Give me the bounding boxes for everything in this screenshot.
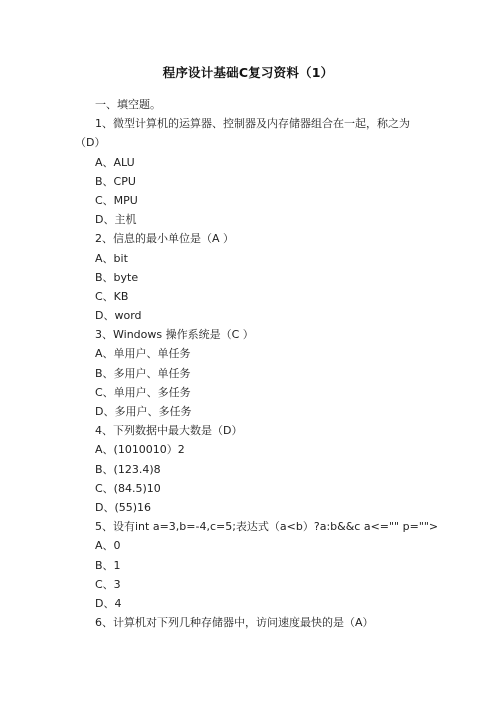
text-line: B、CPU [95, 174, 136, 188]
text-line: 1、微型计算机的运算器、控制器及内存储器组合在一起，称之为 [95, 117, 410, 131]
text-line: C、MPU [95, 193, 138, 207]
text-line: B、(123.4)8 [95, 462, 161, 476]
text-line: D、4 [95, 596, 122, 610]
text-line: A、(1010010）2 [95, 443, 185, 457]
text-line: C、(84.5)10 [95, 481, 161, 495]
text-line: C、3 [95, 577, 121, 591]
document-title: 程序设计基础C复习资料（1） [162, 65, 334, 80]
text-line: 一、填空题。 [95, 98, 161, 111]
document-body [75, 95, 439, 632]
text-line: B、多用户、单任务 [95, 366, 191, 380]
text-line: A、ALU [95, 155, 135, 169]
text-line: 4、下列数据中最大数是（D） [95, 424, 243, 438]
text-line: D、(55)16 [95, 500, 152, 514]
text-line: A、单用户、单任务 [95, 347, 191, 361]
text-line: B、byte [95, 270, 139, 284]
text-line: A、0 [95, 539, 121, 553]
text-line: 2、信息的最小单位是（A ） [95, 232, 235, 246]
text-line: D、主机 [95, 213, 137, 227]
text-line: A、bit [95, 251, 128, 265]
text-line: B、1 [95, 558, 121, 572]
text-line: D、多用户、多任务 [95, 405, 192, 418]
text-line: 6、计算机对下列几种存储器中，访问速度最快的是（A） [95, 616, 374, 630]
text-line: D、word [95, 309, 142, 323]
text-line: 3、Windows 操作系统是（C ） [95, 328, 254, 342]
text-line: C、KB [95, 289, 129, 303]
text-line: C、单用户、多任务 [95, 385, 191, 399]
text-line: （D） [75, 136, 106, 150]
text-line: 5、设有int a=3,b=-4,c=5;表达式（a<b）?a:b&&c a<="" p=""> [95, 520, 439, 534]
